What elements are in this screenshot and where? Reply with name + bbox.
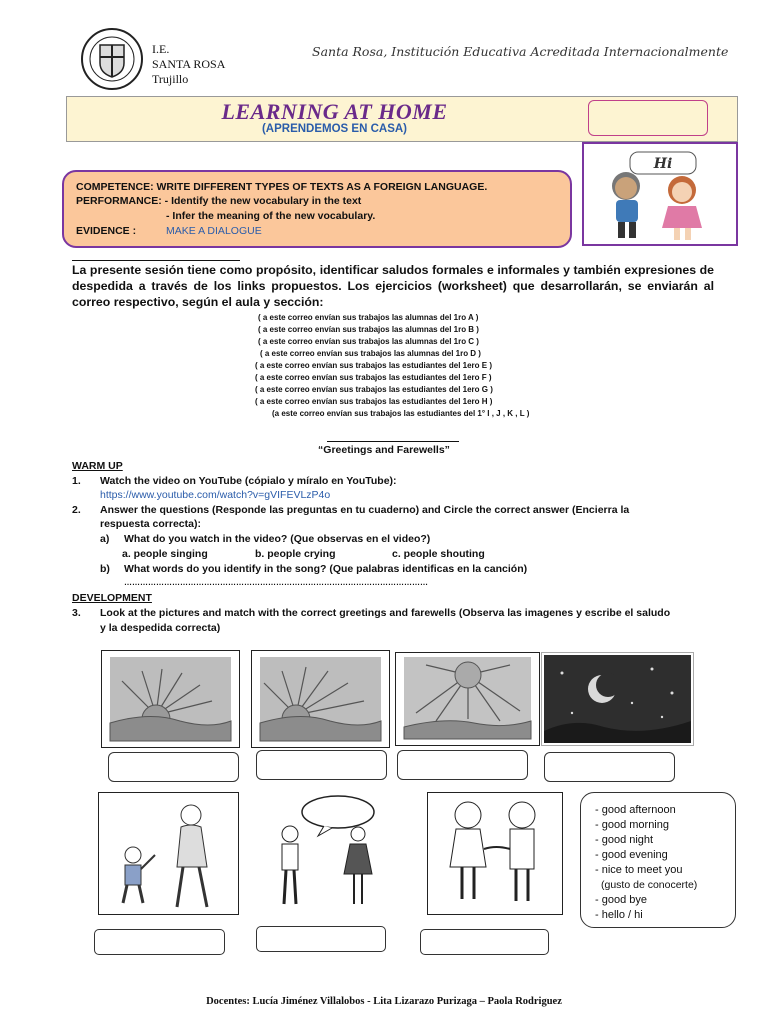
- warm-up-heading: WARM UP: [72, 460, 123, 472]
- intro-paragraph: La presente sesión tiene como propósito, identificar saludos formales e informales y también expresiones de despedida a través de los links propuestos. Los ejercicios (worksheet) que desarrollarán, se enviarán al correo respectivo, según el aula y sección:: [72, 263, 714, 309]
- picture-sunrise-2: [251, 650, 390, 748]
- word-nice-to-meet-you: - nice to meet you: [595, 864, 683, 876]
- mail-line-1ro-d: ( a este correo envían sus trabajos las alumnas del 1ro D ): [260, 349, 481, 358]
- page-subtitle: (APRENDEMOS EN CASA): [261, 123, 408, 135]
- word-good-night: - good night: [595, 834, 654, 846]
- question-b-text: What words do you identify in the song? (Que palabras identificas en la canción): [124, 563, 528, 575]
- mail-line-1ero-f: ( a este correo envían sus trabajos las estudiantes del 1ero F ): [255, 373, 492, 382]
- footer-teachers: Docentes: Lucía Jiménez Villalobos - Lita Lizarazo Purizaga – Paola Rodriguez: [206, 996, 562, 1007]
- question-a-text: What do you watch in the video? (Que observas en el video?): [124, 533, 431, 545]
- mail-line-1ero-g: ( a este correo envían sus trabajos las estudiantes del 1ero G ): [255, 385, 493, 394]
- word-bank-box: [580, 792, 736, 928]
- item-2-text-cont: respuesta correcta):: [100, 518, 201, 530]
- development-heading: DEVELOPMENT: [72, 592, 152, 604]
- performance-text: PERFORMANCE: - Identify the new vocabulary in the text: [76, 195, 362, 207]
- word-good-morning: - good morning: [595, 819, 669, 831]
- mail-line-1ro-a: ( a este correo envían sus trabajos las alumnas del 1ro A ): [258, 313, 479, 322]
- competence-box: [62, 170, 572, 248]
- picture-sunrise-1: [101, 650, 240, 748]
- answer-dotted-line: ……………………………………………………………………………………………………: [124, 578, 428, 587]
- word-good-bye: - good bye: [595, 894, 647, 906]
- speech-bubble-text: Hi: [653, 156, 673, 172]
- item-2-text: Answer the questions (Responde las preguntas en tu cuaderno) and Circle the correct answer (Encierra la: [100, 504, 630, 516]
- school-tagline: Santa Rosa, Institución Educativa Acreditada Internacionalmente: [312, 44, 729, 59]
- section-title: “Greetings and Farewells”: [318, 444, 450, 456]
- option-a: a. people singing: [122, 548, 208, 560]
- item-1-text: Watch the video on YouTube (cópialo y míralo en YouTube):: [100, 475, 397, 487]
- mail-line-1ero-e: ( a este correo envían sus trabajos las estudiantes del 1ero E ): [255, 361, 492, 370]
- school-line-3: Trujillo: [152, 72, 189, 86]
- evidence-value: MAKE A DIALOGUE: [166, 225, 262, 237]
- picture-noon-sun: [395, 652, 540, 746]
- option-c: c. people shouting: [392, 548, 485, 560]
- performance-text-2: - Infer the meaning of the new vocabulary.: [166, 210, 376, 222]
- date-box: [588, 100, 708, 136]
- picture-mother-child: [98, 792, 239, 915]
- mail-line-1ro-b: ( a este correo envían sus trabajos las alumnas del 1ro B ): [258, 325, 479, 334]
- item-1-number: 1.: [72, 475, 81, 487]
- section-title-rule: [327, 441, 459, 442]
- answer-box-2[interactable]: [256, 750, 387, 780]
- evidence-label: EVIDENCE :: [76, 225, 137, 237]
- question-b-label: b): [100, 563, 110, 575]
- item-3-text: Look at the pictures and match with the correct greetings and farewells (Observa las imagenes y escribe el saludo: [100, 607, 671, 619]
- picture-kids-handshake: [427, 792, 563, 915]
- word-good-evening: - good evening: [595, 849, 668, 861]
- picture-night-moon: [541, 652, 694, 746]
- divider-line: [72, 260, 240, 261]
- item-3-number: 3.: [72, 607, 81, 619]
- youtube-link[interactable]: https://www.youtube.com/watch?v=gVIFEVLzP4o: [100, 489, 331, 501]
- mail-line-1ro-c: ( a este correo envían sus trabajos las alumnas del 1ro C ): [258, 337, 479, 346]
- item-3-text-cont: y la despedida correcta): [100, 622, 221, 634]
- item-2-number: 2.: [72, 504, 81, 516]
- page-title: LEARNING AT HOME: [221, 99, 448, 124]
- word-hello-hi: - hello / hi: [595, 909, 643, 921]
- word-good-afternoon: - good afternoon: [595, 804, 676, 816]
- picture-boy-girl-talking: [258, 792, 397, 913]
- answer-box-1[interactable]: [108, 752, 239, 782]
- school-name: [152, 42, 225, 87]
- option-b: b. people crying: [255, 548, 336, 560]
- school-crest-logo: [80, 27, 144, 91]
- mail-line-1ero-h: ( a este correo envían sus trabajos las estudiantes del 1ero H ): [255, 397, 493, 406]
- mail-line-1-ijkl: (a este correo envían sus trabajos las estudiantes del 1° I , J , K , L ): [272, 409, 530, 418]
- word-translation: (gusto de conocerte): [601, 879, 698, 891]
- competence-text: COMPETENCE: WRITE DIFFERENT TYPES OF TEXTS AS A FOREIGN LANGUAGE.: [76, 181, 488, 193]
- kids-greeting-picture: [582, 142, 738, 246]
- answer-box-3[interactable]: [397, 750, 528, 780]
- answer-box-6[interactable]: [256, 926, 386, 952]
- answer-box-7[interactable]: [420, 929, 549, 955]
- answer-box-4[interactable]: [544, 752, 675, 782]
- school-line-2: SANTA ROSA: [152, 57, 226, 71]
- answer-box-5[interactable]: [94, 929, 225, 955]
- question-a-label: a): [100, 533, 110, 545]
- school-line-1: I.E.: [152, 42, 170, 56]
